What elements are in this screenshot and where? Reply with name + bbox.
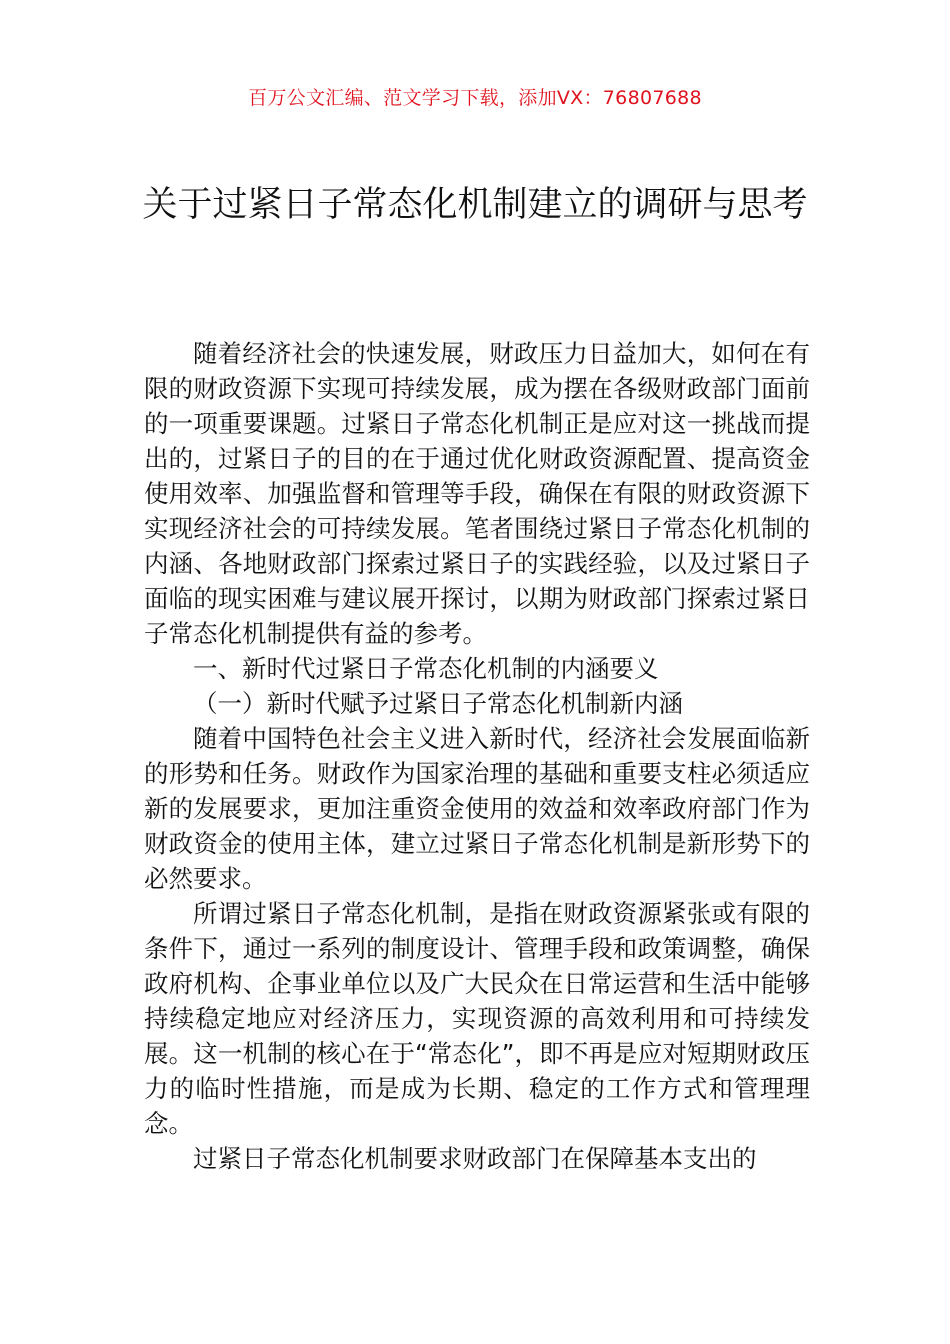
body-paragraph: 过紧日子常态化机制要求财政部门在保障基本支出的	[193, 1144, 757, 1173]
body-paragraph: 所谓过紧日子常态化机制，是指在财政资源紧张或有限的条件下，通过一系列的制度设计、管理手段和政策调整，确保政府机构、企事业单位以及广大民众在日常运营和生活中能够持续稳定地应对经济压力，实现资源的高效利用和可持续发展。这一机制的核心在于“常态化”，即不再是应对短期财政压力的临时性措施，而是成为长期、稳定的工作方式和管理理念。	[144, 899, 810, 1138]
document-title: 关于过紧日子常态化机制建立的调研与思考	[142, 185, 808, 225]
body-paragraph: 随着中国特色社会主义进入新时代，经济社会发展面临新的形势和任务。财政作为国家治理的基础和重要支柱必须适应新的发展要求，更加注重资金使用的效益和效率政府部门作为财政资金的使用主体，建立过紧日子常态化机制是新形势下的必然要求。	[144, 724, 810, 893]
intro-paragraph: 随着经济社会的快速发展，财政压力日益加大，如何在有限的财政资源下实现可持续发展，成为摆在各级财政部门面前的一项重要课题。过紧日子常态化机制正是应对这一挑战而提出的，过紧日子的目的在于通过优化财政资源配置、提高资金使用效率、加强监督和管理等手段，确保在有限的财政资源下实现经济社会的可持续发展。笔者围绕过紧日子常态化机制的内涵、各地财政部门探索过紧日子的实践经验，以及过紧日子面临的现实困难与建议展开探讨，以期为财政部门探索过紧日子常态化机制提供有益的参考。	[144, 339, 810, 648]
header-ad-note: 百万公文汇编、范文学习下载，添加VX：76807688	[248, 87, 702, 109]
section-heading-1: 一、新时代过紧日子常态化机制的内涵要义	[193, 654, 659, 683]
document-body	[144, 336, 810, 1176]
subsection-heading-1: （一）新时代赋予过紧日子常态化机制新内涵	[193, 689, 683, 718]
